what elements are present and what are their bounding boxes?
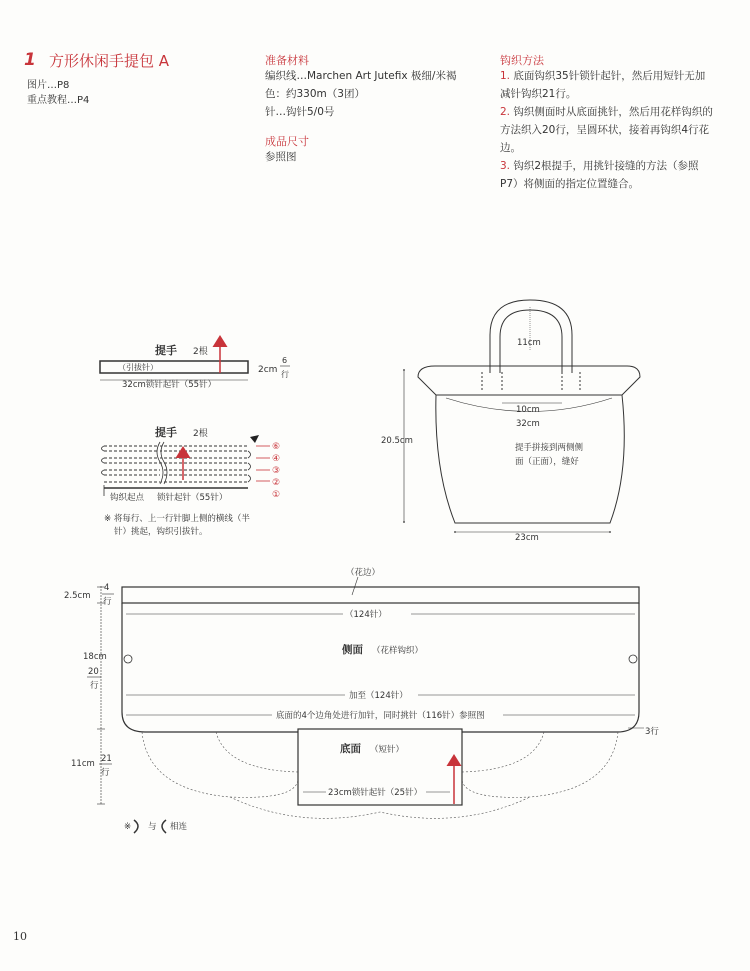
handle-diagram-1 — [100, 341, 290, 390]
side-rows-unit: 行 — [90, 681, 99, 691]
bottom-stitch: （短针） — [370, 745, 405, 755]
handle-count: 2根 — [193, 347, 208, 357]
slip-stitch-label: （引拔针） — [118, 363, 158, 372]
step-number: 1. — [500, 70, 511, 82]
handle-note-line1: ※ 将每行、上一行针脚上侧的横线（半 — [104, 514, 250, 524]
handle-diagram-2 — [102, 425, 281, 537]
size-text: 参照图 — [265, 151, 297, 163]
handle-count: 2根 — [193, 429, 208, 439]
join-mark-left-icon — [162, 820, 166, 833]
rows-3-label: 3行 — [645, 727, 659, 737]
row-number: ② — [272, 478, 281, 488]
handle-gap: 10cm — [516, 405, 540, 415]
bottom-rows-unit: 行 — [101, 768, 110, 778]
bag-overview — [381, 300, 640, 543]
tutorial-ref: 重点教程…P4 — [27, 95, 90, 106]
connect-note-suffix: 相连 — [170, 822, 188, 832]
side-label: 侧面 — [342, 644, 363, 656]
connect-note-with: 与 — [148, 822, 157, 832]
handle-rows-unit: 行 — [281, 370, 289, 379]
step-number: 2. — [500, 106, 511, 118]
handle-note-line2: 针）挑起，钩织引拔针。 — [114, 527, 208, 537]
bottom-label: 底面 — [340, 743, 361, 755]
top-stitches: （124针） — [345, 610, 387, 620]
connect-note-prefix: ※ — [124, 822, 132, 832]
body-diagram — [64, 567, 659, 833]
method-heading: 钩织方法 — [500, 54, 544, 67]
step-text: 钩织侧面时从底面挑针，然后用花样钩织的方法织入20行，呈圆环状，接着再钩织4行花边。 — [500, 106, 713, 154]
edging-height: 2.5cm — [64, 591, 91, 601]
start-label: 钩织起点 — [110, 493, 145, 503]
step-text: 底面钩织35针锁针起针，然后用短针无加减针钩织21行。 — [500, 70, 706, 100]
top-width: 32cm — [516, 419, 540, 429]
page-title: 方形休闲手提包 A — [49, 52, 170, 70]
materials-line: 针…钩针5/0号 — [265, 106, 335, 118]
page-number: 10 — [13, 930, 27, 943]
increase-label: 加至（124针） — [349, 691, 408, 701]
handle-title: 提手 — [155, 344, 177, 357]
edging-rows: 4 — [104, 583, 110, 593]
row-number: ③ — [272, 466, 281, 476]
photo-ref: 图片…P8 — [27, 80, 70, 91]
edging-rows-unit: 行 — [103, 597, 112, 607]
side-pattern: （花样钩织） — [372, 646, 424, 656]
materials-line: 编织线…Marchen Art Jutefix 极细/米褐 — [265, 70, 457, 82]
side-rows: 20 — [88, 667, 99, 677]
row-number: ① — [272, 490, 281, 500]
pattern-number: 1 — [24, 50, 36, 70]
bottom-width: 23cm — [515, 533, 539, 543]
row-number: ④ — [272, 454, 281, 464]
join-mark-right-icon — [134, 820, 138, 833]
step-text: 钩织2根提手，用挑针接缝的方法（参照P7）将侧面的指定位置缝合。 — [500, 160, 699, 190]
bottom-height: 11cm — [71, 759, 95, 769]
edging-band — [122, 587, 639, 603]
join-note: 面（正面），缝好 — [515, 457, 579, 467]
size-heading: 成品尺寸 — [265, 135, 309, 148]
handle-length: 11cm — [517, 338, 541, 348]
handle-title: 提手 — [155, 426, 177, 439]
handle-rows: 6 — [282, 356, 288, 365]
join-note: 提手拼接到两侧侧 — [515, 443, 584, 453]
bag-height: 20.5cm — [381, 436, 413, 446]
handle-chain-label: 32cm锁针起针（55针） — [122, 380, 217, 390]
chain-label: 锁针起针（55针） — [157, 493, 228, 503]
materials-heading: 准备材料 — [265, 54, 309, 67]
edging-label: （花边） — [346, 568, 381, 578]
end-marker-icon — [250, 435, 259, 443]
row-number: ⑥ — [272, 442, 281, 452]
materials-line: 色：约330m（3团） — [265, 88, 365, 100]
side-height: 18cm — [83, 652, 107, 662]
bottom-rows: 21 — [101, 754, 112, 764]
step-number: 3. — [500, 160, 511, 172]
bottom-chain: 23cm锁针起针（25针） — [328, 788, 423, 798]
handle-height: 2cm — [258, 365, 278, 375]
corner-note: 底面的4个边角处进行加针，同时挑针（116针）参照图 — [276, 711, 485, 721]
